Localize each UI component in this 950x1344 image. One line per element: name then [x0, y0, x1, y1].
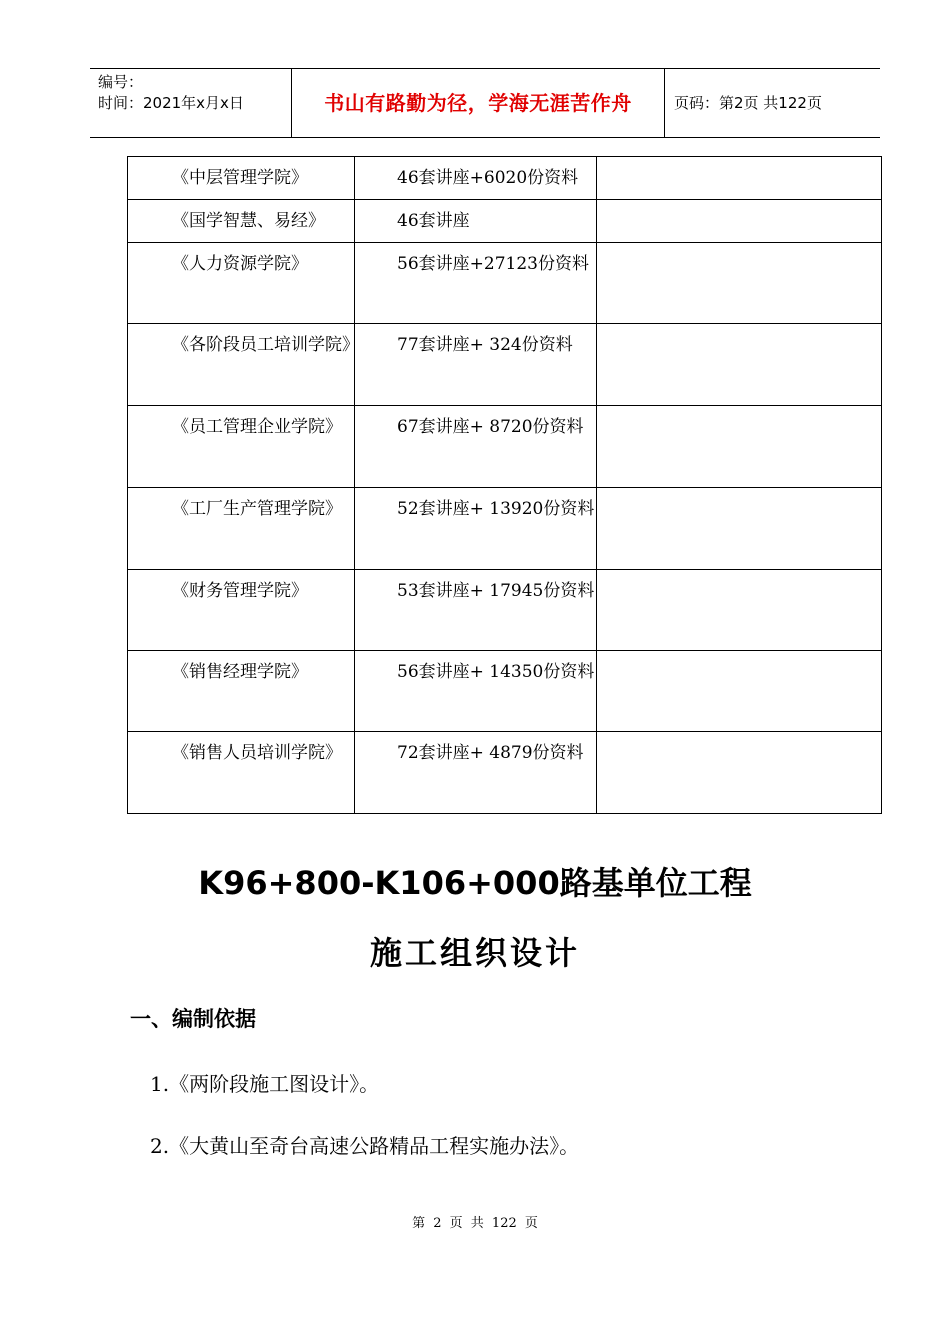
document-subtitle: 施工组织设计 [369, 934, 580, 972]
course-name-cell [128, 200, 355, 243]
page-footer: 第 2 页 共 122 页 [412, 1216, 538, 1231]
course-content-cell [355, 651, 597, 732]
course-content-cell [355, 200, 597, 243]
course-name: 《工厂生产管理学院》 [172, 499, 342, 519]
course-content: 56套讲座+ 14350份资料 [397, 662, 595, 682]
table-row [128, 243, 882, 324]
header-divider [664, 69, 665, 137]
course-table [127, 156, 882, 814]
course-name-cell [128, 732, 355, 814]
course-note-cell [597, 651, 882, 732]
course-name: 《人力资源学院》 [172, 254, 308, 274]
table-row [128, 324, 882, 406]
list-item: 1.《两阶段施工图设计》。 [150, 1072, 380, 1096]
course-note-cell [597, 406, 882, 488]
table-row [128, 488, 882, 570]
course-note-cell [597, 570, 882, 651]
course-content-cell [355, 732, 597, 814]
table-row [128, 732, 882, 814]
course-content: 53套讲座+ 17945份资料 [397, 581, 595, 601]
table-row [128, 406, 882, 488]
course-note-cell [597, 157, 882, 200]
course-content: 72套讲座+ 4879份资料 [397, 743, 584, 763]
document-time-label: 时间：2021年x月x日 [98, 94, 244, 112]
course-content-cell [355, 324, 597, 406]
course-name-cell [128, 324, 359, 406]
table-row [128, 157, 882, 200]
course-content: 46套讲座+6020份资料 [397, 168, 579, 188]
course-name-cell [128, 406, 355, 488]
course-content-cell [355, 488, 597, 570]
course-name-cell [128, 570, 355, 651]
course-name: 《国学智慧、易经》 [172, 211, 325, 231]
list-item: 2.《大黄山至奇台高速公路精品工程实施办法》。 [150, 1134, 580, 1158]
course-content: 46套讲座 [397, 211, 470, 231]
course-name: 《销售经理学院》 [172, 662, 308, 682]
course-name: 《销售人员培训学院》 [172, 743, 342, 763]
course-note-cell [597, 732, 882, 814]
header-page-info: 页码：第2页 共122页 [674, 94, 822, 112]
course-note-cell [597, 324, 882, 406]
course-content: 52套讲座+ 13920份资料 [397, 499, 595, 519]
document-title: K96+800-K106+000路基单位工程 [198, 864, 752, 902]
course-content-cell [355, 243, 597, 324]
course-note-cell [597, 488, 882, 570]
table-row [128, 200, 882, 243]
course-note-cell [597, 200, 882, 243]
course-name-cell [128, 651, 355, 732]
course-content: 56套讲座+27123份资料 [397, 254, 589, 274]
header-info [98, 72, 244, 114]
table-row [128, 651, 882, 732]
course-name-cell [128, 157, 355, 200]
course-name: 《财务管理学院》 [172, 581, 308, 601]
course-note-cell [597, 243, 882, 324]
course-content: 67套讲座+ 8720份资料 [397, 417, 584, 437]
course-content-cell [355, 570, 597, 651]
course-name: 《员工管理企业学院》 [172, 417, 342, 437]
course-content: 77套讲座+ 324份资料 [397, 335, 573, 355]
course-content-cell [355, 157, 597, 200]
document-number-label: 编号： [98, 73, 144, 91]
table-row [128, 570, 882, 651]
course-name-cell [128, 488, 355, 570]
course-name: 《各阶段员工培训学院》 [172, 335, 359, 355]
section-heading: 一、编制依据 [130, 1007, 256, 1031]
course-name: 《中层管理学院》 [172, 168, 308, 188]
course-content-cell [355, 406, 597, 488]
header-motto: 书山有路勤为径，学海无涯苦作舟 [324, 91, 632, 115]
course-name-cell [128, 243, 355, 324]
page-header [90, 68, 880, 138]
